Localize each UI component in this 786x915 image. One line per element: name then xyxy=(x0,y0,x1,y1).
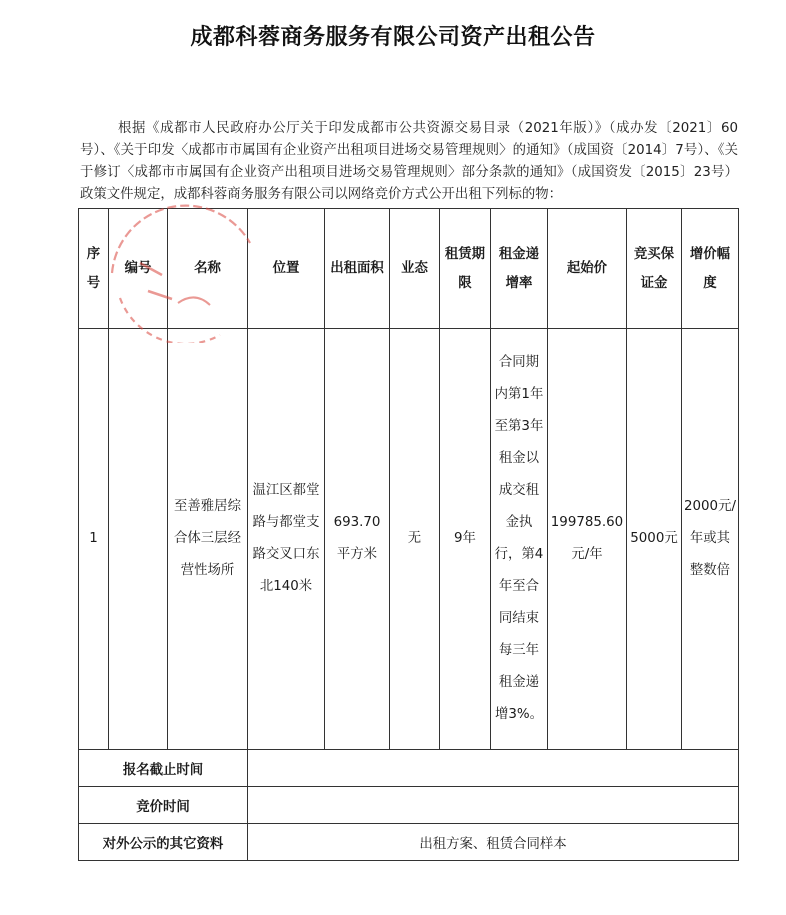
page-title: 成都科蓉商务服务有限公司资产出租公告 xyxy=(190,25,596,50)
header-increment: 增价幅度 xyxy=(682,209,739,329)
cell-code xyxy=(109,329,168,750)
header-term: 租赁期限 xyxy=(440,209,491,329)
cell-deposit: 5000元 xyxy=(627,329,682,750)
other-docs-row xyxy=(79,824,739,861)
other-docs-value: 出租方案、租赁合同样本 xyxy=(248,824,739,861)
header-name: 名称 xyxy=(168,209,248,329)
cell-status: 无 xyxy=(390,329,440,750)
bidding-row xyxy=(79,787,739,824)
cell-seq: 1 xyxy=(79,329,109,750)
cell-term: 9年 xyxy=(440,329,491,750)
cell-increment: 2000元/年或其整数倍 xyxy=(682,329,739,750)
cell-location: 温江区都堂路与都堂支路交叉口东北140米 xyxy=(248,329,325,750)
header-area: 出租面积 xyxy=(325,209,390,329)
deadline-label: 报名截止时间 xyxy=(79,750,248,787)
asset-table xyxy=(78,208,739,861)
intro-paragraph: 根据《成都市人民政府办公厅关于印发成都市公共资源交易目录（2021年版）》（成办发〔2021〕60号）、《关于印发〈成都市市属国有企业资产出租项目进场交易管理规则〉的通知》（成国资〔2014〕7号）、《关于修订〈成都市市属国有企业资产出租项目进场交易管理规则〉部分条款的通知》（成国资发〔2015〕23号）政策文件规定，成都科蓉商务服务有限公司以网络竞价方式公开出租下列标的物： xyxy=(80,121,738,202)
bidding-label: 竞价时间 xyxy=(79,787,248,824)
header-start-price: 起始价 xyxy=(548,209,627,329)
cell-increase: 合同期内第1年至第3年租金以成交租金执行，第4年至合同结束每三年租金递增3%。 xyxy=(491,329,548,750)
cell-name: 至善雅居综合体三层经营性场所 xyxy=(168,329,248,750)
header-increase: 租金递增率 xyxy=(491,209,548,329)
table-row xyxy=(79,329,739,750)
header-location: 位置 xyxy=(248,209,325,329)
table-header-row xyxy=(79,209,739,329)
deadline-value xyxy=(248,750,739,787)
header-deposit: 竞买保证金 xyxy=(627,209,682,329)
cell-start-price: 199785.60元/年 xyxy=(548,329,627,750)
header-status: 业态 xyxy=(390,209,440,329)
header-seq: 序号 xyxy=(79,209,109,329)
deadline-row xyxy=(79,750,739,787)
cell-area: 693.70平方米 xyxy=(325,329,390,750)
other-docs-label: 对外公示的其它资料 xyxy=(79,824,248,861)
bidding-value xyxy=(248,787,739,824)
header-code: 编号 xyxy=(109,209,168,329)
